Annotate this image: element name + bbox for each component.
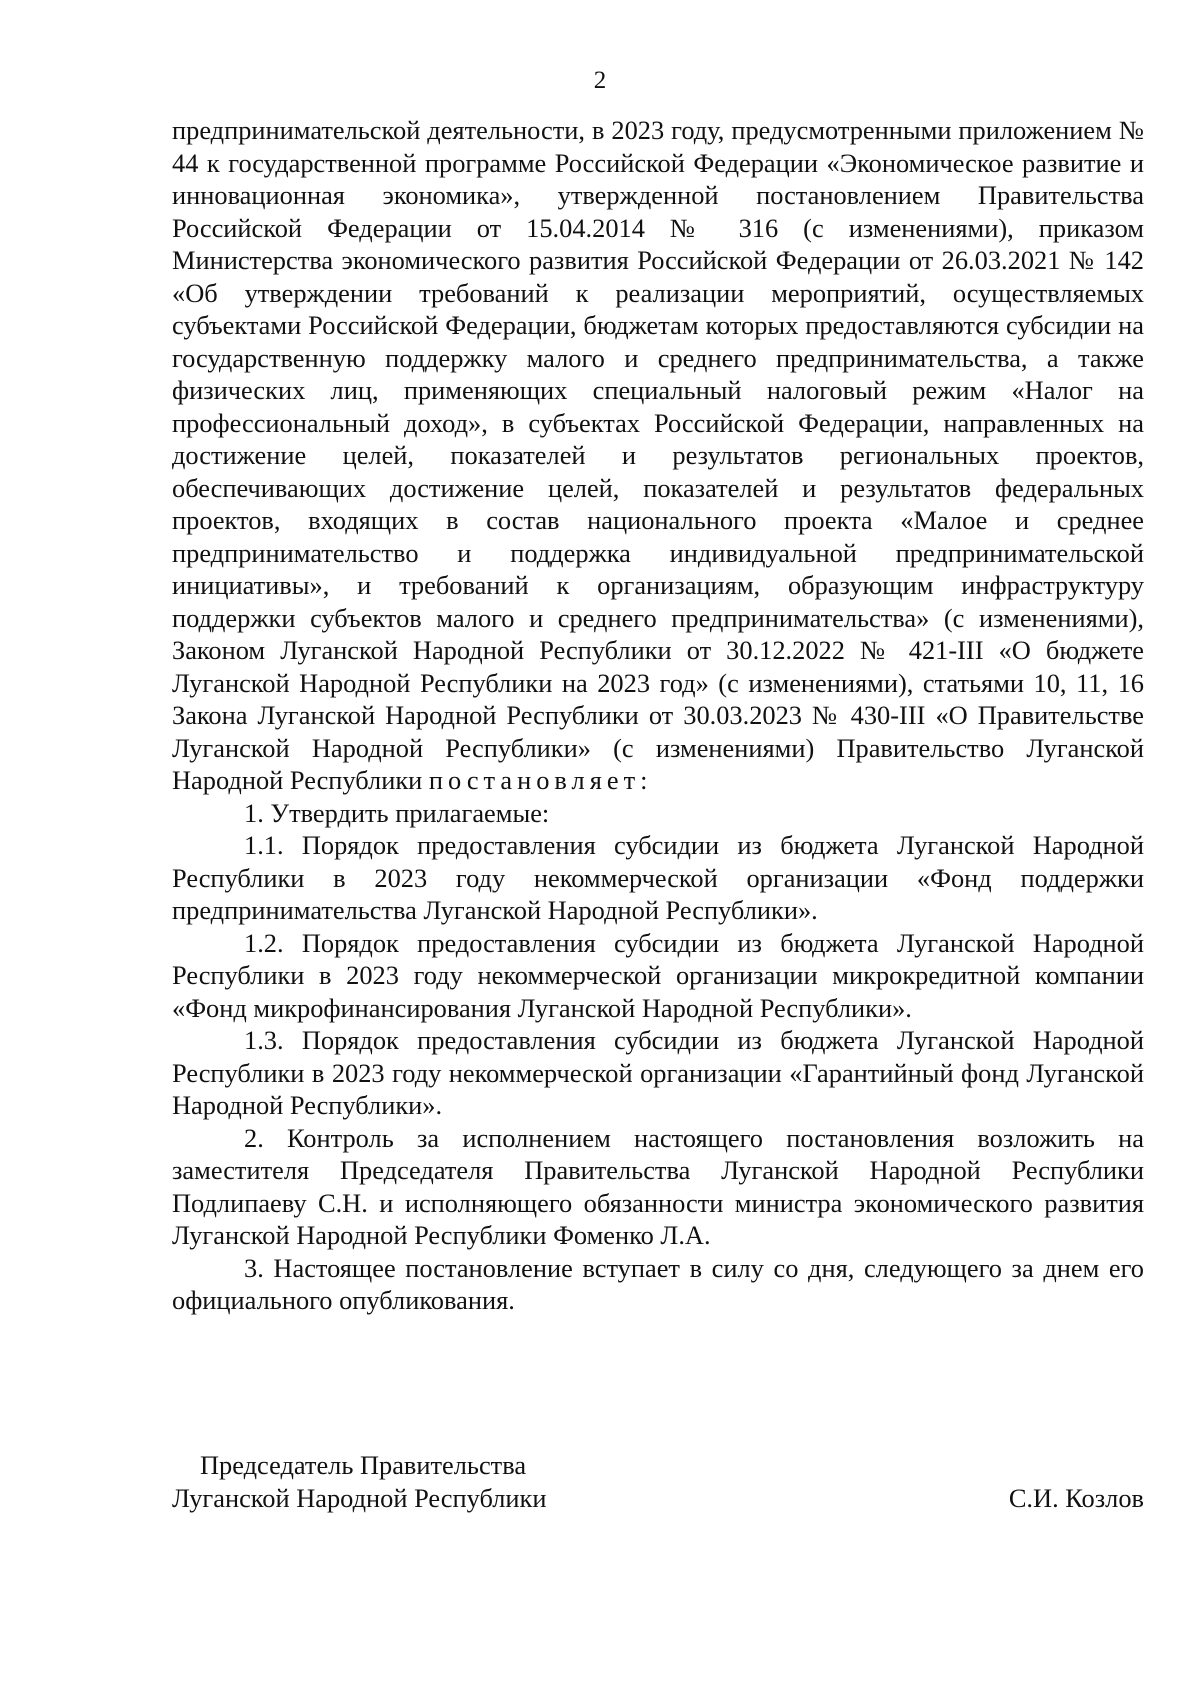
clause-2: 2. Контроль за исполнением настоящего постановления возложить на заместителя Председателя Правительства Луганской Народной Республики Подлипаеву С.Н. и исполняющего обязанности министра экономического развития Луганской Народной Республики Фоменко Л.А. [172,1122,1144,1250]
signatory-position-line1: Председатель Правительства [200,1450,527,1480]
clause-1-3: 1.3. Порядок предоставления субсидии из бюджета Луганской Народной Республики в 2023 году некоммерческой организации «Гарантийный фонд Луганской Народной Республики». [172,1025,1144,1120]
signature-row [172,1482,1144,1515]
intro-colon: : [640,765,648,795]
clause-1: 1. Утвердить прилагаемые: [244,797,550,828]
clause-1-1: 1.1. Порядок предоставления субсидии из бюджета Луганской Народной Республики в 2023 году некоммерческой организации «Фонд поддержки предпринимательства Луганской Народной Республики». [172,830,1144,925]
intro-text: предпринимательской деятельности, в 2023 году, предусмотренными приложением № 44 к государственной программе Российской Федерации «Экономическое развитие и инновационная экономика», утвержденной постановлением Правительства Российской Федерации от 15.04.2014 № 316 (с изменениями), приказом Министерства экономического развития Российской Федерации от 26.03.2021 № 142 «Об утверждении требований к реализации мероприятий, осуществляемых субъектами Российской Федерации, бюджетам которых предоставляются субсидии на государственную поддержку малого и среднего предпринимательства, а также физических лиц, применяющих специальный налоговый режим «Налог на профессиональный доход», в субъектах Российской Федерации, направленных на достижение целей, показателей и результатов региональных проектов, обеспечивающих достижение целей, показателей и результатов федеральных проектов, входящих в состав национального проекта «Малое и среднее предпринимательство и поддержка индивидуальной предпринимательской инициативы», и требований к организациям, образующим инфраструктуру поддержки субъектов малого и среднего предпринимательства» (с изменениями), Законом Луганской Народной Республики от 30.12.2022 № 421-III «О бюджете Луганской Народной Республики на 2023 год» (с изменениями), статьями 10, 11, 16 Закона Луганской Народной Республики от 30.03.2023 № 430-III «О Правительстве Луганской Народной Республики» (с изменениями) Правительство Луганской Народной Республики [172,115,1144,795]
document-body [172,114,1144,1317]
clause-1-2: 1.2. Порядок предоставления субсидии из бюджета Луганской Народной Республики в 2023 году некоммерческой организации микрокредитной компании «Фонд микрофинансирования Луганской Народной Республики». [172,927,1144,1023]
resolution-word: постановляет [428,765,641,795]
clause-3: 3. Настоящее постановление вступает в силу со дня, следующего за днем его официального опубликования. [172,1252,1144,1315]
signature-block [172,1449,1144,1514]
intro-paragraph [172,114,1144,797]
signatory-position-line2: Луганской Народной Республики [172,1482,547,1513]
signatory-name: С.И. Козлов [1008,1482,1144,1513]
page-number: 2 [593,67,607,94]
